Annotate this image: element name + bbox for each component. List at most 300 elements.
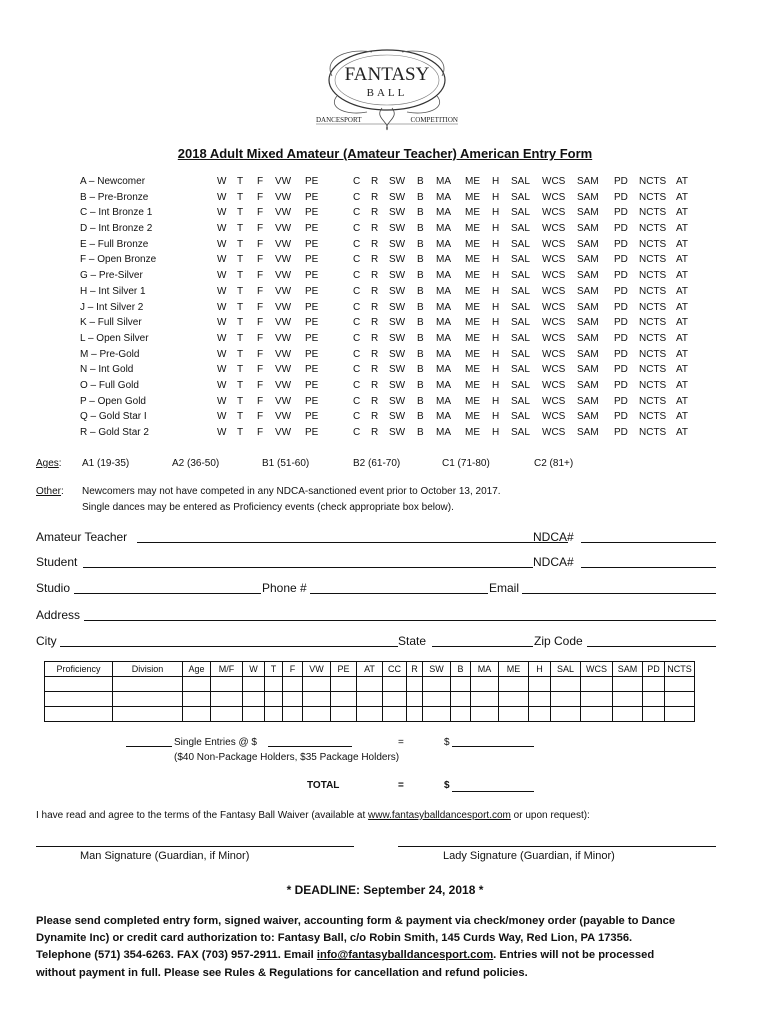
- dance-code: VW: [275, 332, 292, 344]
- waiver-link[interactable]: www.fantasyballdancesport.com: [368, 810, 511, 821]
- division-row: [80, 364, 720, 380]
- single-entries-price-field[interactable]: [268, 746, 352, 747]
- division-label: C – Int Bronze 1: [80, 207, 153, 219]
- division-row: [80, 223, 720, 239]
- dance-code: ME: [465, 207, 480, 219]
- dance-code: NCTS: [639, 301, 667, 313]
- table-header-row: [45, 662, 695, 677]
- dance-code: B: [417, 379, 424, 391]
- dance-code: AT: [676, 223, 689, 235]
- entry-cell[interactable]: [407, 707, 423, 722]
- dance-code: NCTS: [639, 427, 667, 438]
- dance-code: ME: [465, 301, 480, 313]
- logo-text-dancesport: DANCESPORT: [316, 116, 362, 124]
- single-entries-amount-field[interactable]: [452, 746, 534, 747]
- city-label: City: [36, 634, 57, 648]
- entry-cell[interactable]: [331, 707, 357, 722]
- dance-code: PD: [614, 379, 628, 391]
- dance-code: B: [417, 238, 424, 250]
- dance-code: SAM: [577, 270, 599, 282]
- dance-code: NCTS: [639, 285, 667, 297]
- dance-code: PD: [614, 427, 628, 438]
- dance-code: F: [257, 191, 264, 203]
- entry-cell[interactable]: [331, 677, 357, 692]
- dance-code: SAL: [511, 270, 530, 282]
- dance-code: SW: [389, 332, 406, 344]
- dance-code: AT: [676, 285, 689, 297]
- entry-cell[interactable]: [423, 677, 451, 692]
- dance-code: B: [417, 364, 424, 376]
- dance-code: R: [371, 411, 379, 423]
- dance-code: VW: [275, 176, 292, 187]
- entry-cell[interactable]: [45, 677, 113, 692]
- entry-cell[interactable]: [581, 692, 613, 707]
- entry-cell[interactable]: [551, 677, 581, 692]
- division-row: [80, 317, 720, 333]
- dance-code: PD: [614, 317, 628, 329]
- dance-code: VW: [275, 411, 292, 423]
- dance-code: W: [217, 332, 227, 344]
- dance-code: R: [371, 191, 379, 203]
- dance-code: SW: [389, 395, 406, 407]
- dance-code: PE: [305, 301, 319, 313]
- dance-code: MA: [436, 427, 451, 438]
- entry-cell[interactable]: [423, 707, 451, 722]
- entry-cell[interactable]: [613, 677, 643, 692]
- dance-code: T: [237, 270, 244, 282]
- dance-code: WCS: [542, 427, 566, 438]
- entry-cell[interactable]: [265, 692, 283, 707]
- studio-field[interactable]: [74, 593, 261, 594]
- dance-code: VW: [275, 427, 292, 438]
- dance-code: ME: [465, 395, 480, 407]
- dance-code: W: [217, 301, 227, 313]
- waiver-agreement: [36, 810, 590, 821]
- entry-cell[interactable]: [243, 692, 265, 707]
- dance-code: C: [353, 379, 361, 391]
- dance-code: PD: [614, 223, 628, 235]
- dance-code: NCTS: [639, 348, 667, 360]
- total-amount-field[interactable]: [452, 791, 534, 792]
- contact-email-link[interactable]: info@fantasyballdancesport.com: [316, 949, 494, 962]
- dance-code: WCS: [542, 191, 566, 203]
- dance-code: AT: [676, 379, 689, 391]
- entry-cell[interactable]: [471, 677, 499, 692]
- dance-code: SAL: [511, 285, 530, 297]
- amateur-teacher-ndca-field[interactable]: [581, 542, 716, 543]
- divisions-list: [80, 176, 720, 443]
- dance-code: PE: [305, 191, 319, 203]
- entry-cell[interactable]: [529, 692, 551, 707]
- student-ndca-field[interactable]: [581, 567, 716, 568]
- dance-code: R: [371, 223, 379, 235]
- dance-code: VW: [275, 223, 292, 235]
- entry-cell[interactable]: [451, 677, 471, 692]
- entry-cell[interactable]: [665, 692, 695, 707]
- dance-code: VW: [275, 285, 292, 297]
- entry-cell[interactable]: [383, 692, 407, 707]
- dance-code: ME: [465, 348, 480, 360]
- dance-code: ME: [465, 191, 480, 203]
- entry-cell[interactable]: [211, 692, 243, 707]
- total-label: TOTAL: [307, 780, 340, 791]
- dance-code: F: [257, 427, 264, 438]
- division-label: E – Full Bronze: [80, 238, 149, 250]
- dance-code: R: [371, 379, 379, 391]
- other-label: Other: [36, 486, 62, 497]
- division-row: [80, 286, 720, 302]
- entry-cell[interactable]: [283, 692, 303, 707]
- division-label: D – Int Bronze 2: [80, 223, 153, 235]
- dance-code: WCS: [542, 238, 566, 250]
- division-row: [80, 176, 720, 192]
- dance-code: W: [217, 317, 227, 329]
- dance-code: SW: [389, 254, 406, 266]
- dance-code: NCTS: [639, 364, 667, 376]
- dance-code: VW: [275, 317, 292, 329]
- entry-cell[interactable]: [113, 692, 183, 707]
- dance-code: H: [492, 176, 500, 187]
- dance-code: B: [417, 223, 424, 235]
- division-label: H – Int Silver 1: [80, 285, 146, 297]
- entry-cell[interactable]: [471, 692, 499, 707]
- entry-cell[interactable]: [383, 707, 407, 722]
- entry-cell[interactable]: [423, 692, 451, 707]
- division-row: [80, 270, 720, 286]
- dance-code: NCTS: [639, 332, 667, 344]
- dance-code: ME: [465, 317, 480, 329]
- dance-code: SAM: [577, 191, 599, 203]
- dance-code: B: [417, 270, 424, 282]
- division-label: F – Open Bronze: [80, 254, 157, 266]
- dance-code: NCTS: [639, 223, 667, 235]
- entry-cell[interactable]: [283, 707, 303, 722]
- dance-code: PD: [614, 364, 628, 376]
- entry-cell[interactable]: [643, 707, 665, 722]
- dance-code: SAL: [511, 238, 530, 250]
- entry-cell[interactable]: [665, 707, 695, 722]
- dance-code: ME: [465, 285, 480, 297]
- dance-code: H: [492, 411, 500, 423]
- dance-code: PD: [614, 301, 628, 313]
- dance-code: ME: [465, 332, 480, 344]
- dance-code: AT: [676, 301, 689, 313]
- dance-code: SAL: [511, 411, 530, 423]
- dance-code: PE: [305, 285, 319, 297]
- dance-code: ME: [465, 270, 480, 282]
- entry-cell[interactable]: [581, 677, 613, 692]
- table-header-cell: W: [243, 662, 265, 677]
- dance-code: R: [371, 427, 379, 438]
- division-label: O – Full Gold: [80, 379, 139, 391]
- dance-code: R: [371, 285, 379, 297]
- man-signature-field[interactable]: [36, 846, 354, 847]
- dance-code: NCTS: [639, 270, 667, 282]
- dance-code: SAM: [577, 348, 599, 360]
- division-row: [80, 380, 720, 396]
- table-header-cell: PD: [643, 662, 665, 677]
- entry-cell[interactable]: [303, 692, 331, 707]
- dance-code: SW: [389, 176, 406, 187]
- student-field[interactable]: [83, 567, 533, 568]
- dance-code: T: [237, 364, 244, 376]
- dance-code: AT: [676, 364, 689, 376]
- instruction-line: without payment in full. Please see Rules & Regulations for cancellation and refund policies.: [36, 966, 528, 979]
- phone-field[interactable]: [310, 593, 488, 594]
- dance-code: F: [257, 238, 264, 250]
- dance-code: SAM: [577, 379, 599, 391]
- dance-code: AT: [676, 395, 689, 407]
- ages-label: Ages: [36, 458, 59, 469]
- dance-code: T: [237, 223, 244, 235]
- entry-cell[interactable]: [331, 692, 357, 707]
- dance-code: R: [371, 254, 379, 266]
- dance-code: SAL: [511, 176, 530, 187]
- entry-cell[interactable]: [471, 707, 499, 722]
- dance-code: AT: [676, 254, 689, 266]
- entry-cell[interactable]: [383, 677, 407, 692]
- entry-cell[interactable]: [357, 677, 383, 692]
- entry-cell[interactable]: [303, 707, 331, 722]
- dance-code: F: [257, 285, 264, 297]
- dance-code: SAL: [511, 254, 530, 266]
- table-header-cell: F: [283, 662, 303, 677]
- ndca-label: NDCA#: [533, 530, 574, 544]
- lady-signature-field[interactable]: [398, 846, 716, 847]
- table-header-cell: NCTS: [665, 662, 695, 677]
- dance-code: H: [492, 332, 500, 344]
- dance-code: ME: [465, 364, 480, 376]
- dance-code: WCS: [542, 176, 566, 187]
- entry-row: [45, 677, 695, 692]
- dance-code: WCS: [542, 317, 566, 329]
- entry-cell[interactable]: [45, 707, 113, 722]
- entry-cell[interactable]: [499, 677, 529, 692]
- dollar-sign: $: [444, 780, 450, 791]
- waiver-agreement-suffix: or upon request):: [513, 810, 590, 821]
- amateur-teacher-label: Amateur Teacher: [36, 530, 128, 544]
- dance-code: VW: [275, 270, 292, 282]
- dance-code: SAL: [511, 364, 530, 376]
- dance-code: MA: [436, 317, 451, 329]
- dance-code: W: [217, 285, 227, 297]
- dance-code: F: [257, 348, 264, 360]
- dance-code: PD: [614, 238, 628, 250]
- division-label: L – Open Silver: [80, 332, 149, 344]
- dance-code: W: [217, 254, 227, 266]
- entry-cell[interactable]: [551, 692, 581, 707]
- entry-cell[interactable]: [551, 707, 581, 722]
- division-label: Q – Gold Star I: [80, 411, 147, 423]
- single-entries-count-field[interactable]: [126, 746, 172, 747]
- dance-code: SAM: [577, 254, 599, 266]
- dance-code: B: [417, 411, 424, 423]
- entry-cell[interactable]: [265, 677, 283, 692]
- dance-code: MA: [436, 191, 451, 203]
- dance-code: R: [371, 238, 379, 250]
- entry-cell[interactable]: [407, 677, 423, 692]
- dance-code: F: [257, 176, 264, 187]
- address-row: [36, 606, 716, 624]
- dance-code: NCTS: [639, 191, 667, 203]
- dance-code: C: [353, 348, 361, 360]
- dance-code: VW: [275, 301, 292, 313]
- dance-code: PE: [305, 176, 319, 187]
- entry-cell[interactable]: [499, 707, 529, 722]
- entry-cell[interactable]: [183, 707, 211, 722]
- city-field[interactable]: [60, 646, 398, 647]
- studio-row: [36, 579, 716, 597]
- dance-code: C: [353, 191, 361, 203]
- entry-cell[interactable]: [113, 677, 183, 692]
- table-header-cell: Age: [183, 662, 211, 677]
- dance-code: T: [237, 176, 244, 187]
- entry-cell[interactable]: [211, 707, 243, 722]
- table-header-cell: WCS: [581, 662, 613, 677]
- dance-code: VW: [275, 379, 292, 391]
- entry-cell[interactable]: [283, 677, 303, 692]
- fee-note: ($40 Non-Package Holders, $35 Package Holders): [174, 752, 400, 763]
- entry-cell[interactable]: [451, 692, 471, 707]
- entry-cell[interactable]: [357, 707, 383, 722]
- dance-code: PE: [305, 270, 319, 282]
- logo-text-ball: BALL: [366, 87, 408, 99]
- entry-cell[interactable]: [113, 707, 183, 722]
- amateur-teacher-field[interactable]: [137, 542, 568, 543]
- entry-cell[interactable]: [451, 707, 471, 722]
- entry-cell[interactable]: [665, 677, 695, 692]
- dance-code: MA: [436, 411, 451, 423]
- entry-cell[interactable]: [529, 707, 551, 722]
- dance-code: SAL: [511, 317, 530, 329]
- dance-code: VW: [275, 207, 292, 219]
- dollar-sign: $: [444, 737, 450, 748]
- dance-code: PE: [305, 207, 319, 219]
- dance-code: NCTS: [639, 379, 667, 391]
- dance-code: SAM: [577, 207, 599, 219]
- instruction-line: Dynamite Inc) or credit card authorization to: Fantasy Ball, c/o Robin Smith, 145 Curds Way, Red Lion, PA 17356.: [36, 932, 633, 945]
- man-signature-label: Man Signature (Guardian, if Minor): [80, 850, 250, 862]
- entry-cell[interactable]: [183, 692, 211, 707]
- dance-code: F: [257, 301, 264, 313]
- dance-code: PD: [614, 395, 628, 407]
- dance-code: PE: [305, 348, 319, 360]
- dance-code: VW: [275, 364, 292, 376]
- division-label: B – Pre-Bronze: [80, 191, 149, 203]
- state-field[interactable]: [432, 646, 533, 647]
- dance-code: SW: [389, 223, 406, 235]
- dance-code: PE: [305, 332, 319, 344]
- entry-cell[interactable]: [265, 707, 283, 722]
- entry-cell[interactable]: [499, 692, 529, 707]
- dance-code: C: [353, 285, 361, 297]
- entry-cell[interactable]: [357, 692, 383, 707]
- entry-cell[interactable]: [581, 707, 613, 722]
- table-header-cell: AT: [357, 662, 383, 677]
- entry-cell[interactable]: [643, 692, 665, 707]
- dance-code: SW: [389, 191, 406, 203]
- dance-code: SAM: [577, 317, 599, 329]
- dance-code: PD: [614, 411, 628, 423]
- dance-code: NCTS: [639, 176, 667, 187]
- dance-code: ME: [465, 176, 480, 187]
- table-header-cell: VW: [303, 662, 331, 677]
- entry-cell[interactable]: [643, 677, 665, 692]
- entry-cell[interactable]: [529, 677, 551, 692]
- dance-code: H: [492, 191, 500, 203]
- division-label: A – Newcomer: [80, 176, 146, 187]
- dance-code: W: [217, 364, 227, 376]
- dance-code: W: [217, 395, 227, 407]
- dance-code: T: [237, 427, 244, 438]
- dance-code: VW: [275, 254, 292, 266]
- dance-code: SAL: [511, 427, 530, 438]
- student-row: [36, 553, 716, 571]
- address-field[interactable]: [84, 620, 716, 621]
- division-row: [80, 396, 720, 412]
- entry-cell[interactable]: [243, 707, 265, 722]
- entry-cell[interactable]: [211, 677, 243, 692]
- dance-code: ME: [465, 379, 480, 391]
- dance-code: WCS: [542, 207, 566, 219]
- dance-code: T: [237, 411, 244, 423]
- age-group: C2 (81+): [534, 458, 574, 469]
- entry-cell[interactable]: [613, 692, 643, 707]
- email-field[interactable]: [522, 593, 716, 594]
- email-label: Email: [489, 581, 520, 595]
- dance-code: W: [217, 348, 227, 360]
- waiver-agreement-text: I have read and agree to the terms of the Fantasy Ball Waiver (available at: [36, 810, 366, 821]
- dance-code: SW: [389, 411, 406, 423]
- dance-code: C: [353, 395, 361, 407]
- entry-cell[interactable]: [613, 707, 643, 722]
- dance-code: W: [217, 411, 227, 423]
- entry-cell[interactable]: [183, 677, 211, 692]
- dance-code: W: [217, 270, 227, 282]
- dance-code: SAM: [577, 301, 599, 313]
- dance-code: F: [257, 254, 264, 266]
- entry-cell[interactable]: [303, 677, 331, 692]
- dance-code: SW: [389, 301, 406, 313]
- entry-cell[interactable]: [407, 692, 423, 707]
- dance-code: VW: [275, 191, 292, 203]
- dance-code: PE: [305, 238, 319, 250]
- dance-code: NCTS: [639, 395, 667, 407]
- entry-cell[interactable]: [45, 692, 113, 707]
- division-label: P – Open Gold: [80, 395, 146, 407]
- dance-code: MA: [436, 270, 451, 282]
- dance-code: T: [237, 254, 244, 266]
- dance-code: WCS: [542, 332, 566, 344]
- dance-code: SAL: [511, 395, 530, 407]
- dance-code: H: [492, 254, 500, 266]
- division-row: [80, 207, 720, 223]
- table-header-cell: PE: [331, 662, 357, 677]
- zip-field[interactable]: [587, 646, 716, 647]
- phone-label: Phone #: [262, 581, 307, 595]
- submission-instructions: [36, 913, 736, 982]
- dance-code: SAL: [511, 223, 530, 235]
- dance-code: H: [492, 317, 500, 329]
- dance-code: B: [417, 254, 424, 266]
- dance-code: PD: [614, 285, 628, 297]
- age-group: C1 (71-80): [442, 458, 490, 469]
- division-label: J – Int Silver 2: [80, 301, 144, 313]
- entry-cell[interactable]: [243, 677, 265, 692]
- dance-code: H: [492, 395, 500, 407]
- fantasy-ball-logo: [312, 46, 462, 132]
- division-row: [80, 349, 720, 365]
